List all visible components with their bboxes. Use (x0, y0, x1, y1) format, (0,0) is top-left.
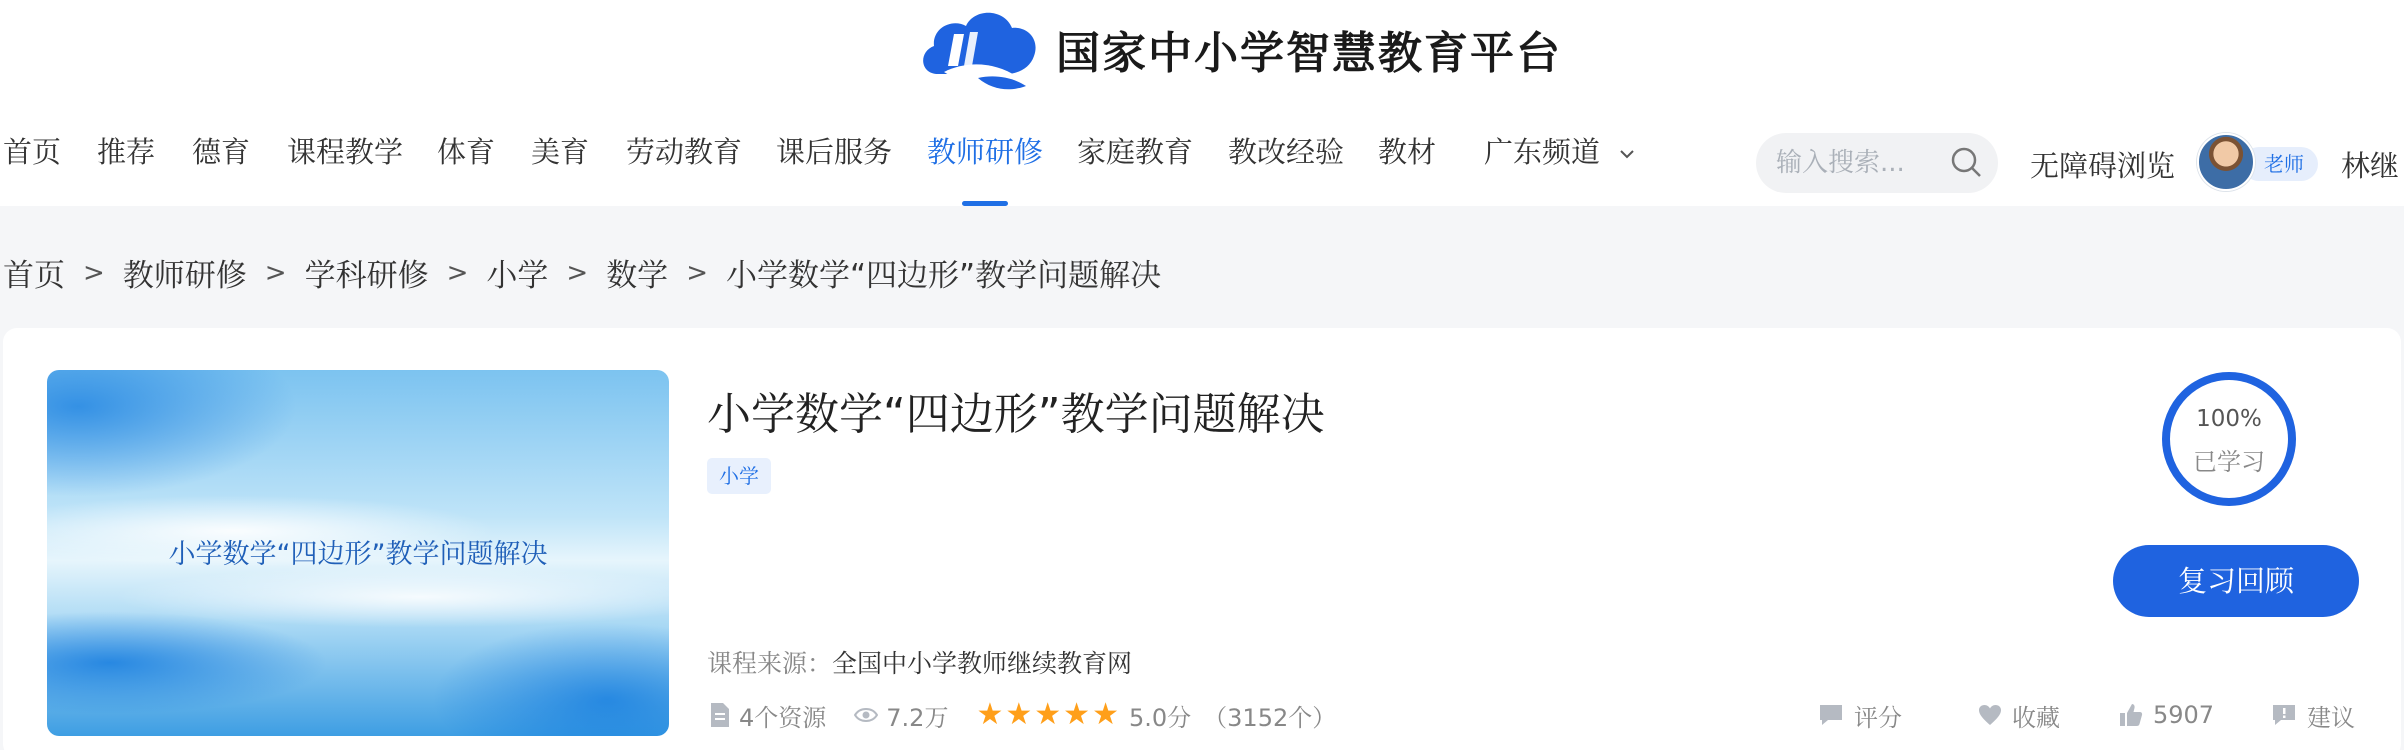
rating-score: 5.0分 (1128, 703, 1192, 732)
breadcrumb-item-subject-training[interactable]: 学科研修 (304, 258, 429, 294)
heart-icon (1978, 704, 2002, 726)
chevron-right-icon: > (686, 257, 708, 288)
nav-item-guangdong-label: 广东频道 (1484, 135, 1601, 169)
progress-ring (2160, 370, 2298, 508)
progress-percent: 100% (2196, 406, 2262, 432)
chevron-right-icon: > (446, 257, 469, 288)
nav-item-recommend[interactable]: 推荐 (97, 135, 156, 169)
search-icon[interactable] (1950, 146, 1984, 180)
breadcrumb-item-primary[interactable]: 小学 (486, 258, 549, 294)
search-input[interactable] (1776, 147, 1946, 179)
nav-item-textbook[interactable]: 教材 (1378, 135, 1437, 169)
rating-count: （3152个） (1203, 703, 1337, 732)
breadcrumb-item-current: 小学数学“四边形”教学问题解决 (725, 258, 1162, 294)
star-icon: ★ (1063, 697, 1091, 732)
chevron-right-icon: > (264, 257, 287, 288)
thumbs-up-icon (2119, 703, 2143, 727)
source-label: 课程来源： (707, 649, 833, 678)
cover-title: 小学数学“四边形”教学问题解决 (168, 539, 548, 570)
top-header (0, 0, 2404, 206)
nav-item-teacher-training[interactable]: 教师研修 (927, 130, 1043, 206)
chevron-right-icon: > (83, 257, 105, 288)
user-name[interactable]: 林继 (2341, 149, 2400, 183)
teacher-badge: 老师 (2242, 147, 2318, 181)
avatar[interactable] (2197, 133, 2255, 191)
nav-item-after-school[interactable]: 课后服务 (776, 135, 893, 169)
resource-count (709, 698, 826, 733)
comment-icon (1818, 703, 1844, 727)
chevron-down-icon (1619, 149, 1635, 159)
eye-icon (854, 706, 878, 724)
platform-logo[interactable] (918, 4, 1562, 94)
progress-arc (2166, 376, 2292, 502)
document-icon (709, 702, 731, 728)
chevron-right-icon: > (566, 257, 589, 288)
feedback-icon (2271, 703, 2297, 727)
course-card (3, 328, 2401, 750)
grade-tag: 小学 (707, 458, 771, 494)
breadcrumb-item-home[interactable]: 首页 (3, 258, 65, 294)
suggest-button[interactable] (2271, 698, 2355, 732)
nav-item-moral[interactable]: 德育 (192, 135, 251, 169)
view-count (854, 698, 948, 733)
progress-label: 已学习 (2193, 448, 2265, 476)
course-title: 小学数学“四边形”教学问题解决 (707, 389, 1325, 440)
star-icon: ★ (976, 697, 1004, 732)
view-count-text: 7.2万 (886, 703, 949, 732)
nav-item-course-teaching[interactable]: 课程教学 (287, 135, 404, 169)
cloud-book-logo-icon (918, 4, 1044, 94)
favorite-label: 收藏 (2012, 703, 2060, 732)
course-cover-image[interactable] (47, 370, 669, 736)
logo-text: 国家中小学智慧教育平台 (1056, 28, 1562, 79)
course-source (707, 644, 1132, 680)
like-count: 5907 (2153, 701, 2215, 729)
nav-item-labor[interactable]: 劳动教育 (626, 135, 743, 169)
rate-button[interactable] (1818, 698, 1902, 732)
nav-item-family[interactable]: 家庭教育 (1077, 135, 1194, 169)
source-value: 全国中小学教师继续教育网 (832, 649, 1133, 678)
rate-label: 评分 (1854, 703, 1902, 732)
nav-item-home[interactable]: 首页 (3, 135, 62, 169)
like-button[interactable] (2119, 698, 2214, 732)
star-icon: ★ (1092, 697, 1119, 732)
accessibility-link[interactable]: 无障碍浏览 (2030, 149, 2176, 183)
nav-item-pe[interactable]: 体育 (437, 135, 496, 169)
star-rating (976, 697, 1121, 732)
star-icon: ★ (1034, 697, 1062, 732)
nav-item-reform[interactable]: 教改经验 (1228, 135, 1345, 169)
star-icon: ★ (1005, 697, 1033, 732)
breadcrumb (3, 250, 1161, 295)
review-button[interactable]: 复习回顾 (2113, 545, 2359, 617)
nav-item-guangdong[interactable] (1484, 130, 1635, 206)
suggest-label: 建议 (2307, 703, 2355, 732)
search-box[interactable] (1756, 133, 1998, 193)
breadcrumb-item-teacher-training[interactable]: 教师研修 (122, 258, 247, 294)
course-meta (709, 698, 1336, 732)
resource-count-text: 4个资源 (739, 703, 827, 732)
nav-item-arts[interactable]: 美育 (531, 135, 590, 169)
breadcrumb-item-math[interactable]: 数学 (606, 258, 669, 294)
favorite-button[interactable] (1978, 698, 2060, 732)
